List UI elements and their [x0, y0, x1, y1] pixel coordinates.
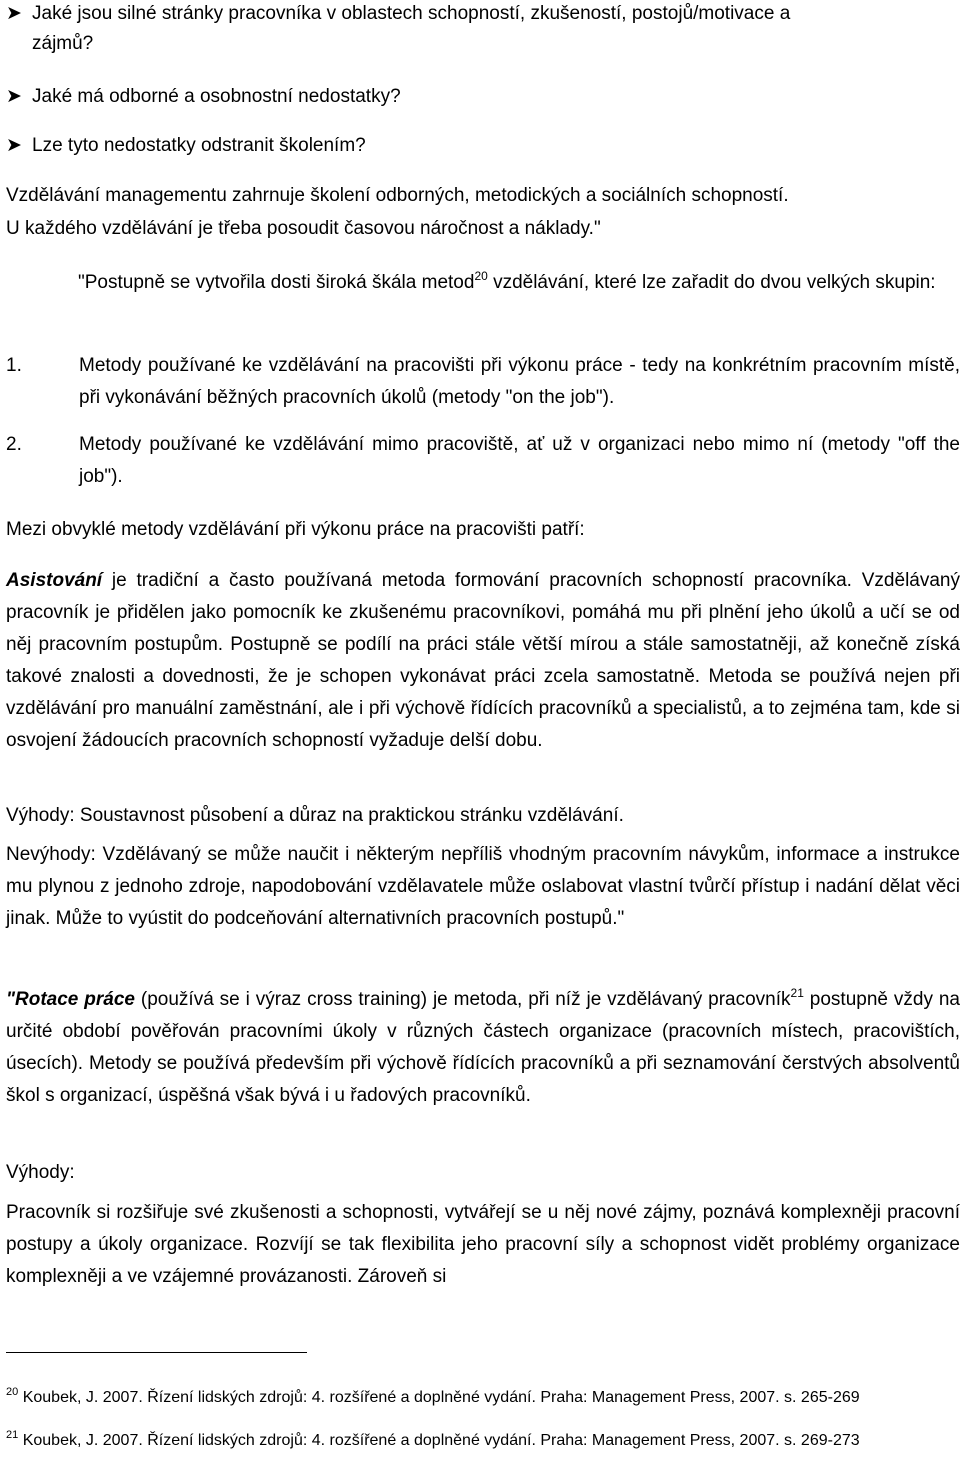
footnote-ref: 20	[474, 269, 488, 283]
numbered-item-text: Metody používané ke vzdělávání na pracovišti při výkonu práce - tedy na konkrétním pracovním místě, při vykonávání běžných pracovních úkolů (metody "on the job").	[79, 355, 960, 408]
intro-line: Vzdělávání managementu zahrnuje školení odborných, metodických a sociálních schopností.	[6, 185, 789, 206]
footnote-text: Koubek, J. 2007. Řízení lidských zdrojů: 4. rozšířené a doplněné vydání. Praha: Management Press, 2007. s. 269-273	[18, 1432, 860, 1449]
rotace-pros-label: Výhody:	[6, 1162, 75, 1183]
asistovani-paragraph	[6, 565, 960, 757]
footnote-text: Koubek, J. 2007. Řízení lidských zdrojů: 4. rozšířené a doplněné vydání. Praha: Management Press, 2007. s. 265-269	[18, 1389, 860, 1406]
list-number: 1.	[6, 355, 22, 376]
onjob-intro: Mezi obvyklé metody vzdělávání při výkonu práce na pracovišti patří:	[6, 519, 585, 540]
list-number: 2.	[6, 434, 22, 455]
footnote	[6, 1388, 960, 1408]
bullet-item	[6, 130, 366, 162]
footnote-separator	[6, 1352, 307, 1353]
methods-intro-paragraph	[6, 267, 960, 299]
methods-intro-text: vzdělávání, které lze zařadit do dvou velkých skupin:	[487, 272, 936, 293]
bullet-text: Lze tyto nedostatky odstranit školením?	[32, 135, 366, 156]
bullet-item	[6, 81, 401, 113]
asistovani-pros: Výhody: Soustavnost působení a důraz na praktickou stránku vzdělávání.	[6, 805, 624, 826]
asistovani-term: Asistování	[6, 570, 103, 591]
bullet-item	[6, 0, 790, 30]
bullet-continuation: zájmů?	[32, 33, 94, 54]
footnote	[6, 1431, 960, 1451]
asistovani-cons: Nevýhody: Vzdělávaný se může naučit i některým nepříliš vhodným pracovním návykům, informace a instrukce mu plynou z jednoho zdroje, napodobování vzdělavatele může oslabovat vlastní tvůrčí přístup i nadání dělat věci jinak. Může to vyústit do podceňování alternativních pracovních postupů."	[6, 844, 960, 929]
rotace-paragraph	[6, 984, 960, 1112]
numbered-item-text: Metody používané ke vzdělávání mimo pracoviště, ať už v organizaci nebo mimo ní (metody "off the job").	[79, 434, 960, 487]
footnote-number: 20	[6, 1386, 19, 1398]
arrow-bullet-icon: ➤	[6, 135, 22, 156]
footnote-ref: 21	[790, 986, 804, 1000]
rotace-text: (používá se i výraz cross training) je metoda, při níž je vzdělávaný pracovník	[134, 989, 791, 1010]
bullet-text: Jaké jsou silné stránky pracovníka v oblastech schopností, zkušeností, postojů/motivace a	[32, 3, 791, 24]
rotace-text: postupně vždy na určité období pověřován pracovními úkoly v různých částech organizace (pracovních místech, pracovištích, úsecích). Metody se používá především při výchově řídících pracovníků a při seznamování čerstvých absolventů škol s organizací, úspěšná však bývá i u řadových pracovníků.	[6, 989, 960, 1106]
bullet-text: Jaké má odborné a osobnostní nedostatky?	[32, 86, 401, 107]
arrow-bullet-icon: ➤	[6, 3, 22, 24]
intro-line: U každého vzdělávání je třeba posoudit časovou náročnost a náklady."	[6, 218, 601, 239]
arrow-bullet-icon: ➤	[6, 86, 22, 107]
methods-intro-text: "Postupně se vytvořila dosti široká škála metod	[78, 272, 475, 293]
rotace-quote: "	[6, 989, 16, 1010]
asistovani-text: je tradiční a často používaná metoda formování pracovních schopností pracovníka. Vzdělávaný pracovník je přidělen jako pomocník ke zkušenému pracovníkovi, pomáhá mu při plnění jeho úkolů a učí se od něj pracovním postupům. Postupně se podílí na práci stále větší mírou a stále samostatněji, až konečně získá takové znalosti a dovednosti, že je schopen vykonávat práci zcela samostatně. Metoda se používá nejen při vzdělávání pro manuální zaměstnání, ale i při výchově řídících pracovníků a specialistů, a to zejména tam, kde si osvojení žádoucích pracovních schopností vyžaduje delší dobu.	[6, 570, 960, 751]
rotace-pros-text: Pracovník si rozšiřuje své zkušenosti a schopnosti, vytvářejí se u něj nové zájmy, poznává komplexněji pracovní postupy a úkoly organizace. Rozvíjí se tak flexibilita jeho pracovní síly a schopnost vidět problémy organizace komplexněji a ve vzájemné provázanosti. Zároveň si	[6, 1202, 960, 1287]
rotace-term: Rotace práce	[15, 989, 135, 1010]
footnote-number: 21	[6, 1429, 19, 1441]
